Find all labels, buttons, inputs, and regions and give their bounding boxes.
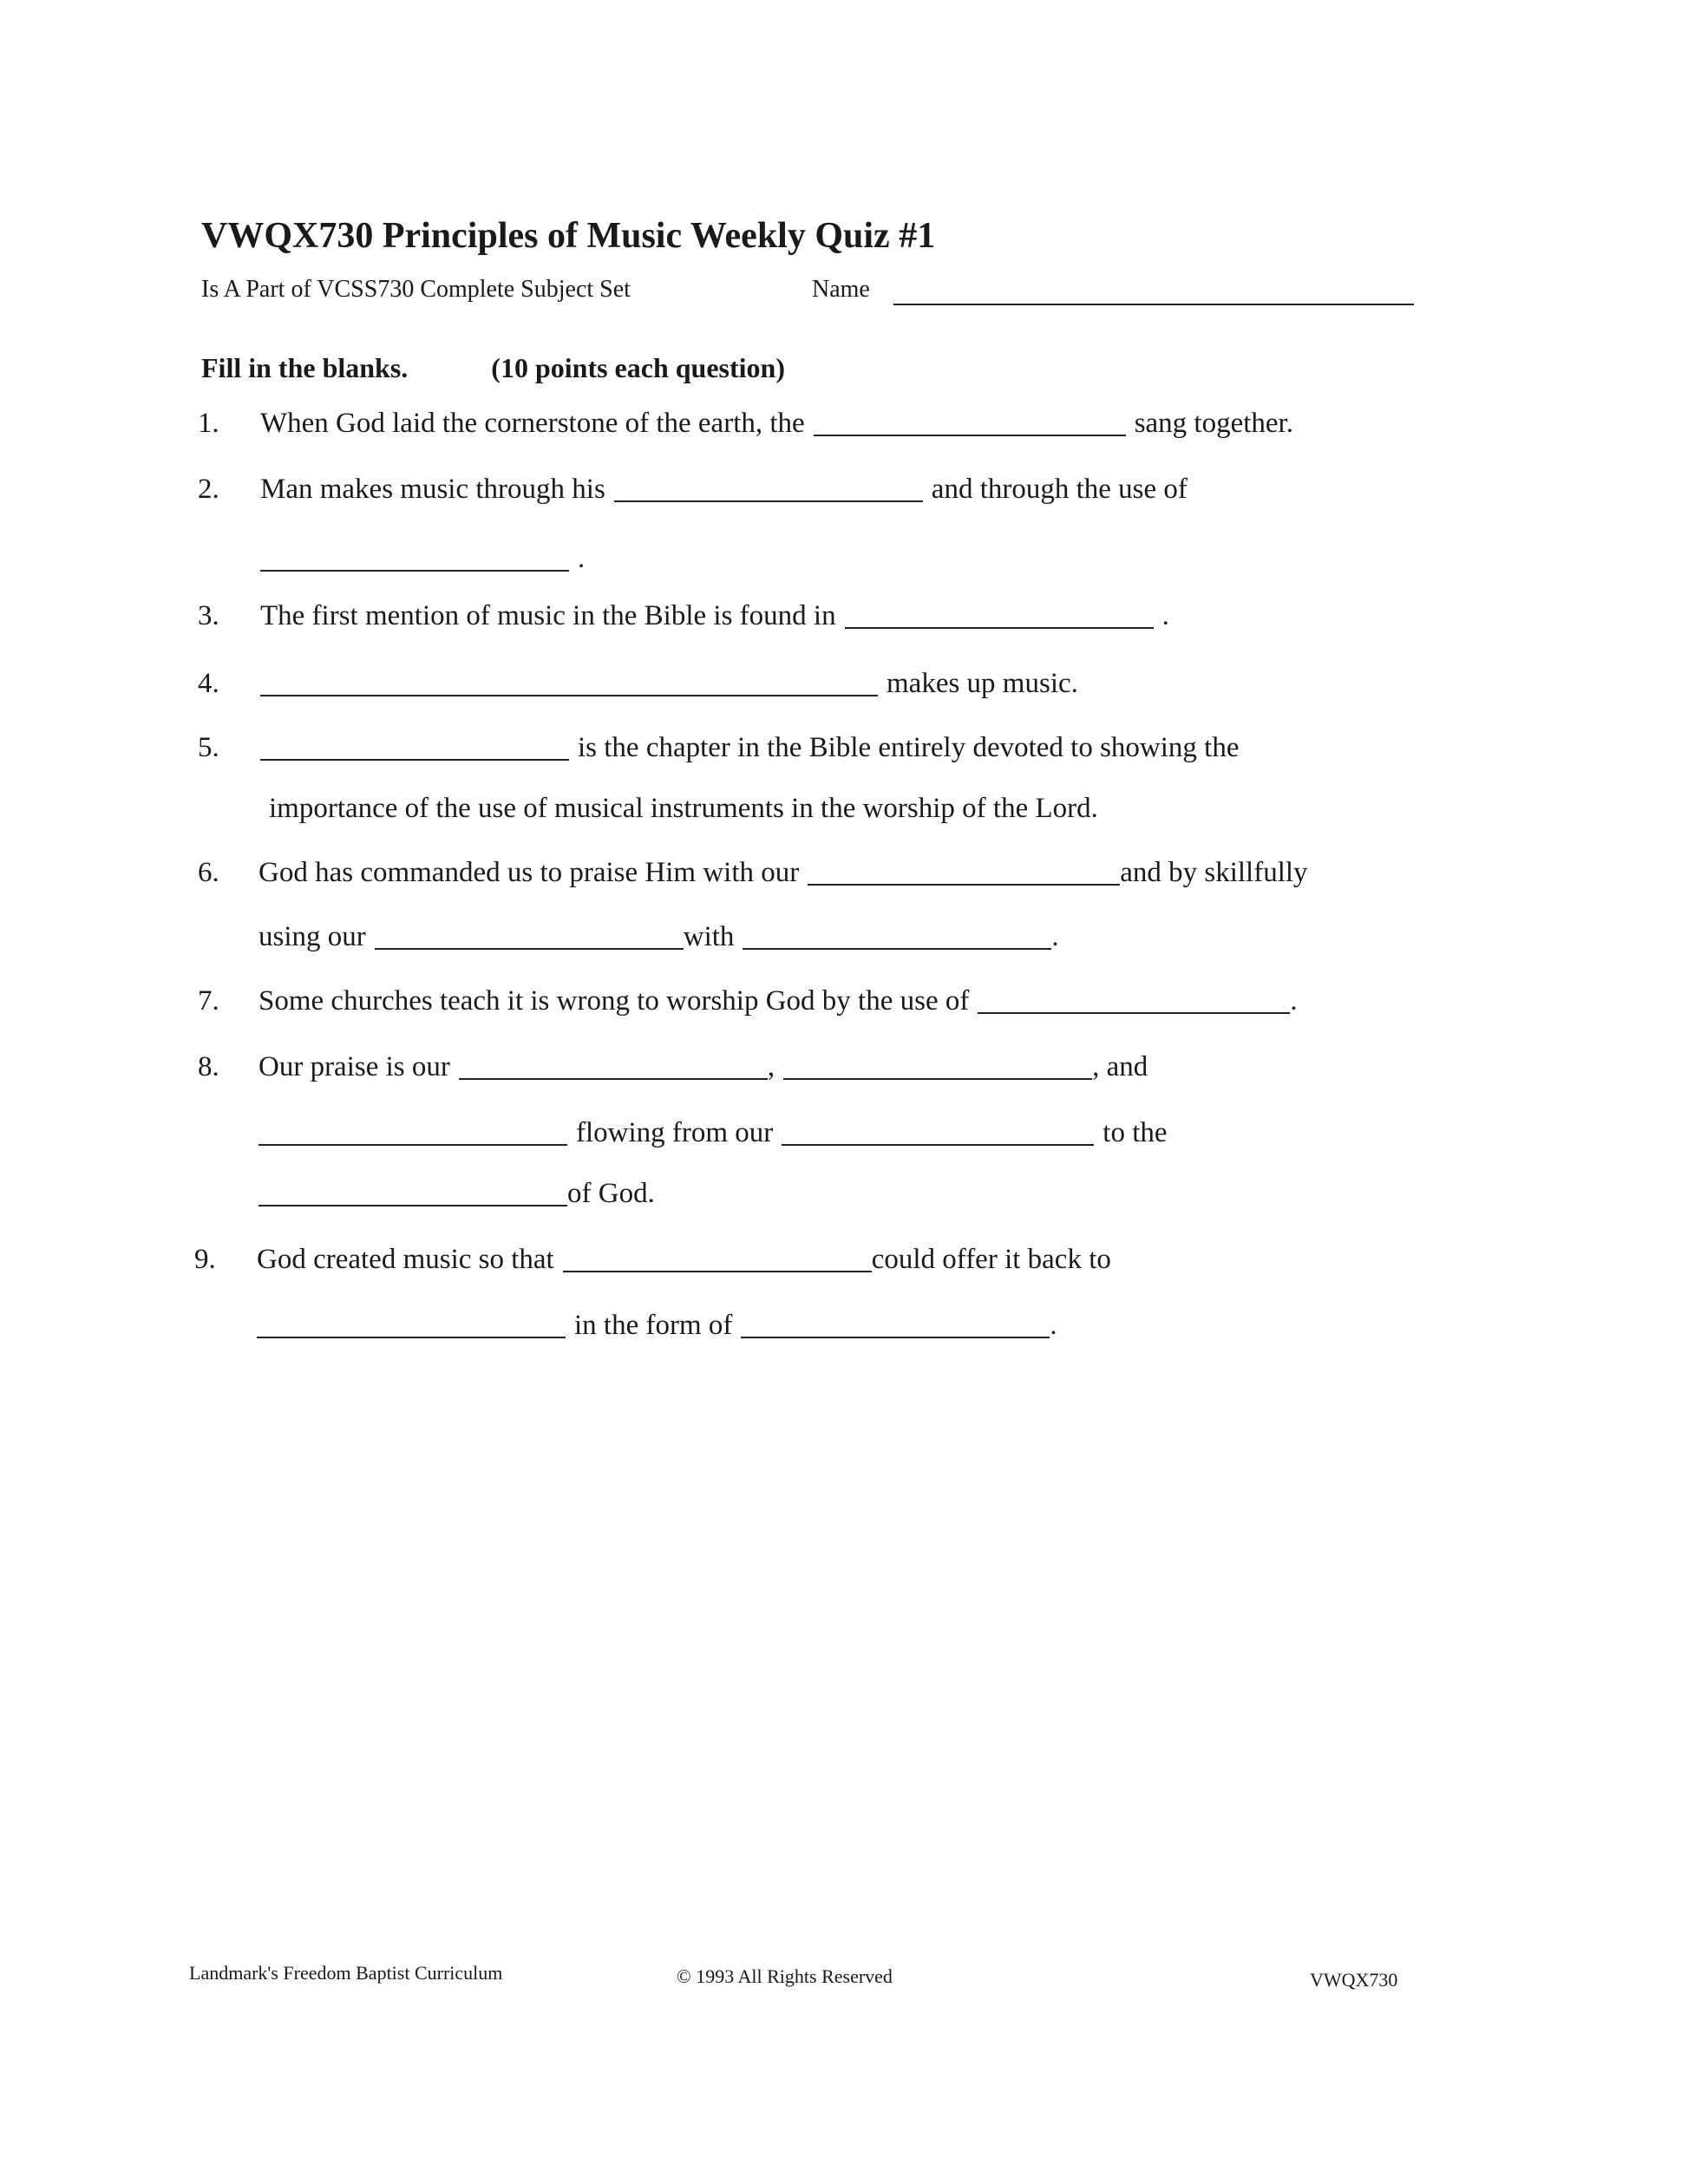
question-5-line xyxy=(260,732,1239,764)
question-text: Some churches teach it is wrong to worship God by the use of xyxy=(258,985,970,1017)
question-5-line-2 xyxy=(269,793,1098,825)
answer-blank[interactable] xyxy=(814,434,1126,436)
question-8-line xyxy=(258,1051,1148,1083)
name-blank[interactable] xyxy=(893,304,1414,305)
question-text: . xyxy=(1161,600,1169,631)
answer-blank[interactable] xyxy=(614,500,923,502)
question-8-line-2 xyxy=(258,1117,1168,1149)
subject-set-note: Is A Part of VCSS730 Complete Subject Set xyxy=(201,276,631,303)
question-text: Our praise is our xyxy=(258,1051,450,1082)
answer-blank[interactable] xyxy=(743,947,1051,950)
question-text: using our xyxy=(258,921,366,952)
answer-blank[interactable] xyxy=(258,1143,567,1146)
answer-blank[interactable] xyxy=(260,694,878,696)
question-text: God created music so that xyxy=(257,1244,554,1275)
question-text: God has commanded us to praise Him with our xyxy=(258,857,800,888)
page-title: VWQX730 Principles of Music Weekly Quiz #1 xyxy=(201,216,936,256)
question-text: is the chapter in the Bible entirely devoted to showing the xyxy=(578,732,1240,763)
answer-blank[interactable] xyxy=(808,883,1120,886)
question-text: . xyxy=(1051,921,1059,952)
answer-blank[interactable] xyxy=(782,1143,1094,1146)
question-number: 5. xyxy=(198,732,219,763)
answer-blank[interactable] xyxy=(375,947,684,950)
question-text: sang together. xyxy=(1134,408,1293,439)
instructions-label: Fill in the blanks. xyxy=(201,352,409,383)
question-8-line-3 xyxy=(258,1178,655,1210)
question-2-line xyxy=(260,474,1187,506)
question-text: . xyxy=(1050,1310,1057,1341)
question-text: . xyxy=(1290,985,1298,1017)
answer-blank[interactable] xyxy=(563,1270,872,1272)
question-number: 8. xyxy=(198,1051,219,1082)
question-number: 2. xyxy=(198,474,219,505)
question-text: , and xyxy=(1092,1051,1148,1082)
question-1-line xyxy=(260,408,1293,440)
question-9-line-2 xyxy=(257,1310,1057,1342)
question-text: of God. xyxy=(567,1178,655,1209)
question-text: importance of the use of musical instruments in the worship of the Lord. xyxy=(269,793,1098,824)
question-7-line xyxy=(258,985,1298,1017)
question-number: 7. xyxy=(198,985,219,1017)
points-note: (10 points each question) xyxy=(491,352,785,383)
answer-blank[interactable] xyxy=(260,569,569,572)
question-9-line xyxy=(257,1244,1111,1276)
question-text: flowing from our xyxy=(576,1117,774,1148)
answer-blank[interactable] xyxy=(257,1336,566,1338)
question-text: to the xyxy=(1102,1117,1168,1148)
question-text: , xyxy=(767,1051,775,1082)
question-text: makes up music. xyxy=(887,668,1078,699)
footer-copyright: © 1993 All Rights Reserved xyxy=(677,1965,893,1987)
question-number: 3. xyxy=(198,600,219,631)
question-text: in the form of xyxy=(574,1310,733,1341)
question-number: 6. xyxy=(198,857,219,888)
question-text: . xyxy=(578,543,586,574)
question-text: with xyxy=(683,921,735,952)
answer-blank[interactable] xyxy=(741,1336,1050,1338)
name-label: Name xyxy=(812,276,870,303)
footer-code: VWQX730 xyxy=(1310,1969,1398,1991)
question-3-line xyxy=(260,600,1169,632)
answer-blank[interactable] xyxy=(260,758,569,761)
question-text: The first mention of music in the Bible is found in xyxy=(260,600,836,631)
question-2-line-2 xyxy=(260,543,585,575)
question-text: could offer it back to xyxy=(871,1244,1111,1275)
question-6-line xyxy=(258,857,1308,889)
question-number: 1. xyxy=(198,408,219,439)
footer-publisher: Landmark's Freedom Baptist Curriculum xyxy=(189,1962,503,1984)
instructions xyxy=(201,352,785,384)
question-text: and by skillfully xyxy=(1120,857,1308,888)
answer-blank[interactable] xyxy=(258,1204,567,1206)
question-text: Man makes music through his xyxy=(260,474,605,505)
question-6-line-2 xyxy=(258,921,1059,953)
answer-blank[interactable] xyxy=(459,1077,768,1080)
answer-blank[interactable] xyxy=(783,1077,1092,1080)
question-4-line xyxy=(260,668,1078,700)
question-text: When God laid the cornerstone of the earth, the xyxy=(260,408,805,439)
answer-blank[interactable] xyxy=(845,626,1154,629)
answer-blank[interactable] xyxy=(978,1011,1290,1014)
question-text: and through the use of xyxy=(931,474,1187,505)
question-number: 9. xyxy=(194,1244,216,1275)
question-number: 4. xyxy=(198,668,219,699)
